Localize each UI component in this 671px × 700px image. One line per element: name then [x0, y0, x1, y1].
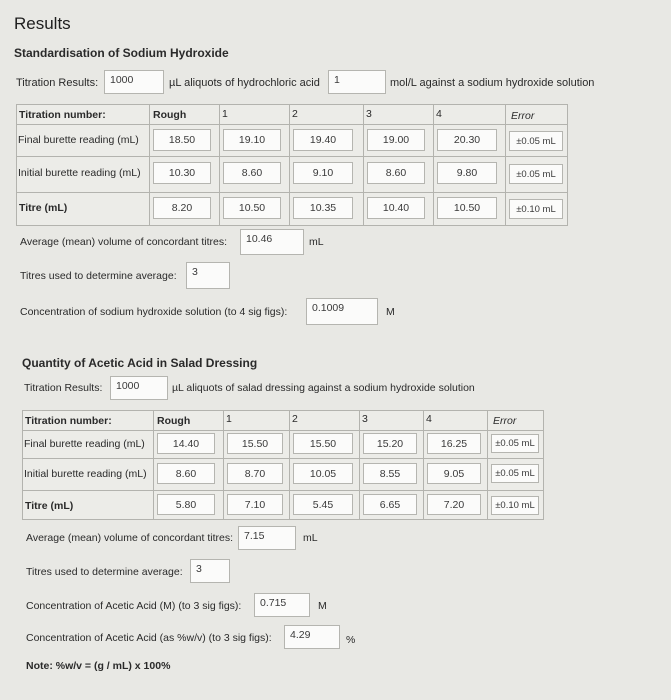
naoh-titre-2[interactable]: 10.35 — [293, 197, 353, 219]
acetic-conc-m-label: Concentration of Acetic Acid (M) (to 3 sig figs): — [26, 600, 242, 612]
acetic-header-4: 4 — [426, 413, 432, 425]
page-title: Results — [14, 14, 71, 33]
acetic-titration-results-label: Titration Results: — [24, 382, 103, 394]
naoh-final-4[interactable]: 20.30 — [437, 129, 497, 151]
acetic-final-3[interactable]: 15.20 — [363, 433, 417, 454]
acetic-row-final-label: Final burette reading (mL) — [24, 438, 145, 450]
acetic-header-1: 1 — [226, 413, 232, 425]
acetic-initial-error[interactable]: ±0.05 mL — [491, 464, 539, 483]
acetic-titre-2[interactable]: 5.45 — [293, 494, 353, 515]
acetic-header-3: 3 — [362, 413, 368, 425]
acetic-titre-1[interactable]: 7.10 — [227, 494, 283, 515]
acetic-conc-m-field[interactable]: 0.715 — [254, 593, 310, 617]
acetic-final-rough[interactable]: 14.40 — [157, 433, 215, 454]
naoh-results-table — [16, 104, 568, 226]
naoh-final-2[interactable]: 19.40 — [293, 129, 353, 151]
acetic-conc-pct-unit: % — [346, 634, 356, 646]
acetic-titre-rough[interactable]: 5.80 — [157, 494, 215, 515]
naoh-initial-1[interactable]: 8.60 — [223, 162, 281, 184]
acetic-header-titration-number: Titration number: — [25, 415, 112, 427]
naoh-titre-4[interactable]: 10.50 — [437, 197, 497, 219]
acetic-note: Note: %w/v = (g / mL) x 100% — [26, 660, 171, 672]
naoh-hcl-conc-field[interactable]: 1 — [328, 70, 386, 94]
acetic-titres-used-field[interactable]: 3 — [190, 559, 230, 583]
acetic-average-unit: mL — [303, 532, 318, 544]
naoh-average-label: Average (mean) volume of concordant titres: — [20, 236, 227, 248]
acetic-initial-3[interactable]: 8.55 — [363, 463, 417, 484]
naoh-titre-1[interactable]: 10.50 — [223, 197, 281, 219]
naoh-final-rough[interactable]: 18.50 — [153, 129, 211, 151]
naoh-header-1: 1 — [222, 108, 228, 120]
naoh-titre-rough[interactable]: 8.20 — [153, 197, 211, 219]
acetic-final-error[interactable]: ±0.05 mL — [491, 434, 539, 453]
acetic-titres-used-label: Titres used to determine average: — [26, 566, 183, 578]
acetic-row-titre-label: Titre (mL) — [25, 500, 74, 512]
acetic-heading: Quantity of Acetic Acid in Salad Dressing — [22, 356, 258, 370]
naoh-average-unit: mL — [309, 236, 324, 248]
naoh-titres-used-label: Titres used to determine average: — [20, 270, 177, 282]
acetic-conc-pct-label: Concentration of Acetic Acid (as %w/v) (to 3 sig figs): — [26, 632, 272, 644]
acetic-header-2: 2 — [292, 413, 298, 425]
naoh-final-error[interactable]: ±0.05 mL — [509, 131, 563, 151]
acetic-results-table — [22, 410, 544, 520]
naoh-titres-used-field[interactable]: 3 — [186, 262, 230, 289]
acetic-initial-rough[interactable]: 8.60 — [157, 463, 215, 484]
acetic-final-1[interactable]: 15.50 — [227, 433, 283, 454]
naoh-row-final-label: Final burette reading (mL) — [18, 134, 139, 146]
naoh-against-text: mol/L against a sodium hydroxide solution — [390, 77, 595, 89]
naoh-titre-error[interactable]: ±0.10 mL — [509, 199, 563, 219]
acetic-titre-3[interactable]: 6.65 — [363, 494, 417, 515]
naoh-aliquot-text: µL aliquots of hydrochloric acid — [169, 77, 320, 89]
acetic-initial-1[interactable]: 8.70 — [227, 463, 283, 484]
acetic-aliquot-text: µL aliquots of salad dressing against a sodium hydroxide solution — [172, 382, 475, 394]
naoh-header-error: Error — [511, 110, 535, 122]
naoh-initial-rough[interactable]: 10.30 — [153, 162, 211, 184]
acetic-conc-m-unit: M — [318, 600, 327, 612]
acetic-header-error: Error — [493, 415, 517, 427]
naoh-concentration-field[interactable]: 0.1009 — [306, 298, 378, 325]
naoh-titration-results-label: Titration Results: — [16, 77, 99, 89]
acetic-final-4[interactable]: 16.25 — [427, 433, 481, 454]
naoh-titre-3[interactable]: 10.40 — [367, 197, 425, 219]
naoh-row-initial-label: Initial burette reading (mL) — [18, 167, 141, 179]
acetic-average-label: Average (mean) volume of concordant titres: — [26, 532, 233, 544]
naoh-header-3: 3 — [366, 108, 372, 120]
naoh-header-titration-number: Titration number: — [19, 109, 106, 121]
acetic-initial-4[interactable]: 9.05 — [427, 463, 481, 484]
acetic-titre-error[interactable]: ±0.10 mL — [491, 496, 539, 515]
acetic-initial-2[interactable]: 10.05 — [293, 463, 353, 484]
acetic-header-rough: Rough — [157, 415, 191, 427]
acetic-aliquot-volume-field[interactable]: 1000 — [110, 376, 168, 400]
naoh-heading: Standardisation of Sodium Hydroxide — [14, 46, 229, 60]
acetic-titre-4[interactable]: 7.20 — [427, 494, 481, 515]
naoh-final-3[interactable]: 19.00 — [367, 129, 425, 151]
naoh-initial-3[interactable]: 8.60 — [367, 162, 425, 184]
naoh-header-4: 4 — [436, 108, 442, 120]
naoh-header-2: 2 — [292, 108, 298, 120]
naoh-header-rough: Rough — [153, 109, 187, 121]
naoh-initial-4[interactable]: 9.80 — [437, 162, 497, 184]
naoh-aliquot-volume-field[interactable]: 1000 — [104, 70, 164, 94]
acetic-final-2[interactable]: 15.50 — [293, 433, 353, 454]
acetic-row-initial-label: Initial burette reading (mL) — [24, 468, 147, 480]
naoh-initial-error[interactable]: ±0.05 mL — [509, 164, 563, 184]
naoh-concentration-unit: M — [386, 306, 395, 318]
naoh-concentration-label: Concentration of sodium hydroxide solution (to 4 sig figs): — [20, 306, 288, 318]
naoh-final-1[interactable]: 19.10 — [223, 129, 281, 151]
naoh-average-field[interactable]: 10.46 — [240, 229, 304, 255]
naoh-row-titre-label: Titre (mL) — [19, 202, 68, 214]
naoh-initial-2[interactable]: 9.10 — [293, 162, 353, 184]
acetic-average-field[interactable]: 7.15 — [238, 526, 296, 550]
acetic-conc-pct-field[interactable]: 4.29 — [284, 625, 340, 649]
